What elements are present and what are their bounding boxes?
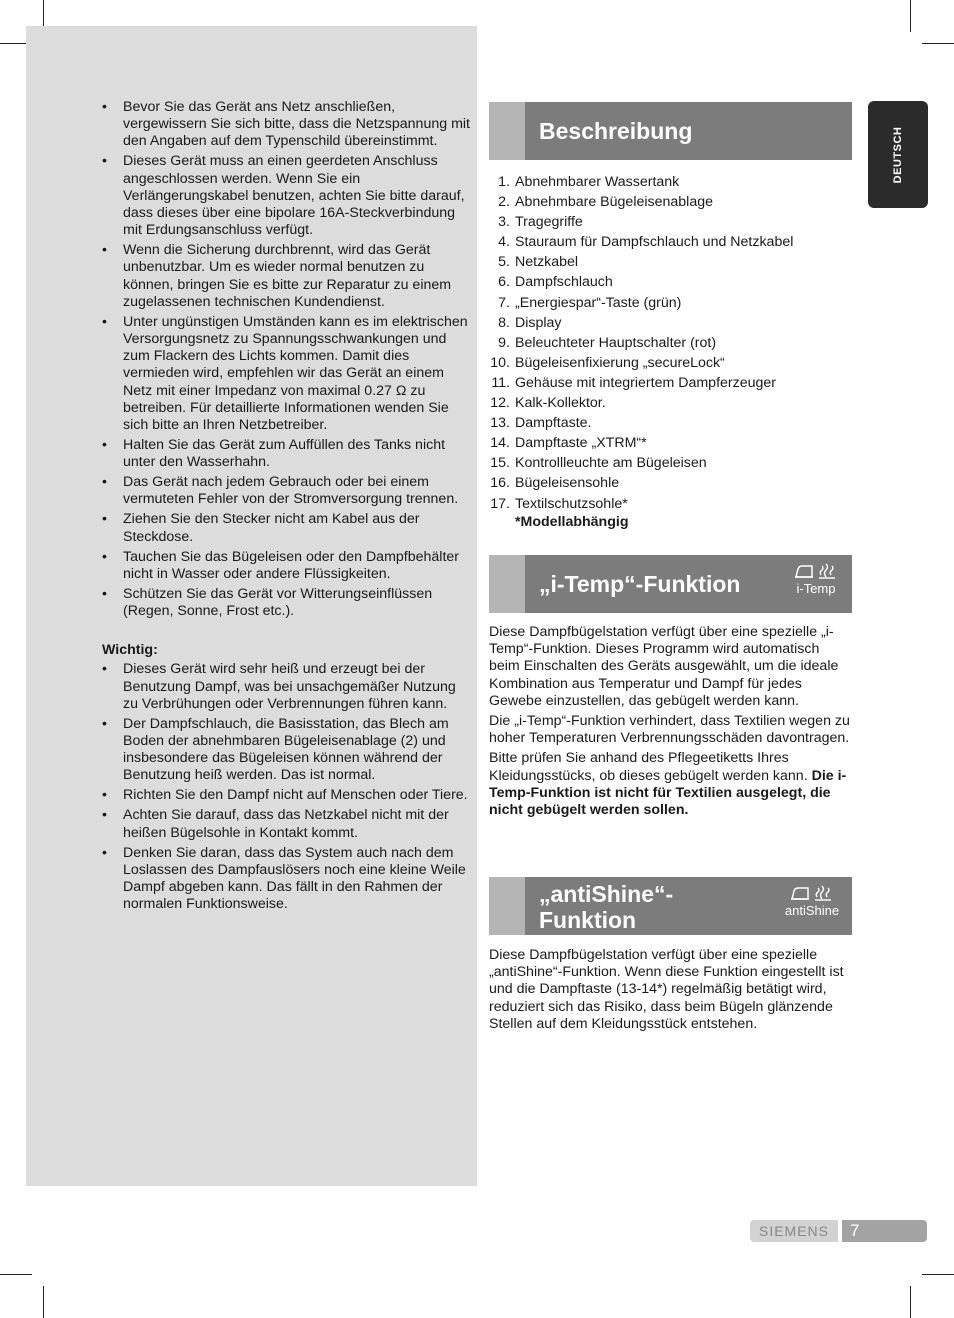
list-item: • Unter ungünstigen Umständen kann es im elektrischen Versorgungsnetz zu Spannungsschwankungen und zum Flackern des Lichts kommen. Damit dies vermieden wird, empfehlen wir das Gerät an einem Netz mit einer Impedanz von maximal 0.27 Ω zu betreiben. Für detaillierte Informationen wenden Sie sich bitte an Ihren Netzbetreiber. [102, 314, 470, 434]
list-item: 15. Kontrollleuchte am Bügeleisen [490, 455, 707, 472]
list-item: 4. Stauraum für Dampfschlauch und Netzkabel [498, 234, 794, 251]
language-label: DEUTSCH [892, 126, 904, 183]
safety-content [102, 99, 470, 916]
iron-steam-icon [786, 563, 846, 596]
list-item: • Denken Sie daran, dass das System auch nach dem Loslassen des Dampfauslösers noch eine kleine Weile Dampf abgeben kann. Das fällt in den Rahmen der normalen Funktionsweise. [102, 845, 470, 914]
list-item: • Dieses Gerät wird sehr heiß und erzeugt bei der Benutzung Dampf, was bei unsachgemäßer Nutzung zu Verbrühungen oder Verbrennungen führen kann. [102, 661, 470, 713]
crop-mark [922, 43, 954, 44]
section-title: „i-Temp“-Funktion [539, 571, 741, 597]
safety-list [102, 99, 470, 620]
brand-label: SIEMENS [750, 1220, 838, 1242]
list-item: • Achten Sie darauf, dass das Netzkabel nicht mit der heißen Bügelsohle in Kontakt kommt. [102, 807, 470, 841]
iron-steam-icon [793, 563, 839, 581]
list-item: • Richten Sie den Dampf nicht auf Menschen oder Tiere. [102, 787, 470, 804]
paragraph: Die „i-Temp“-Funktion verhindert, dass Textilien wegen zu hoher Temperaturen Verbrennungsschäden davontragen. [489, 713, 850, 747]
list-item: 1. Abnehmbarer Wassertank [498, 174, 680, 190]
crop-mark [910, 1286, 911, 1318]
list-item: 7. „Energiespar“-Taste (grün) [498, 294, 682, 311]
iron-steam-icon [789, 885, 835, 903]
antishine-header [489, 877, 852, 935]
list-item: 8. Display [498, 314, 562, 331]
list-item: 13. Dampftaste. [490, 415, 592, 432]
list-item: • Dieses Gerät muss an einen geerdeten Anschluss angeschlossen werden. Wenn Sie ein Verlängerungskabel benutzen, achten Sie bitte darauf, dass dieses über eine bipolare 16A-Steckverbindung mit Erdungsanschluss verfügt. [102, 153, 470, 239]
crop-mark [43, 1286, 44, 1318]
paragraph: Diese Dampfbügelstation verfügt über eine spezielle „i-Temp“-Funktion. Dieses Programm wird automatisch beim Einschalten des Geräts ausgewählt, um die ideale Kombination aus Temperatur und Dampf für jedes Gewebe einzustellen, das gebügelt werden kann. [489, 624, 839, 709]
list-item: 11. Gehäuse mit integriertem Dampferzeuger [491, 374, 777, 391]
list-item: • Wenn die Sicherung durchbrennt, wird das Gerät unbenutzbar. Um es wieder normal benutzen zu können, bringen Sie es bitte zur Reparatur zu einem zugelassenen technischen Kundendienst. [102, 242, 470, 311]
list-item: 12. Kalk-Kollektor. [490, 395, 606, 412]
list-item: • Schützen Sie das Gerät vor Witterungseinflüssen (Regen, Sonne, Frost etc.). [102, 586, 470, 620]
header-tab [489, 877, 525, 935]
header-tab [489, 555, 525, 613]
beschreibung-header [489, 102, 852, 160]
list-item: 3. Tragegriffe [498, 214, 583, 231]
list-item: • Halten Sie das Gerät zum Auffüllen des Tanks nicht unter den Wasserhahn. [102, 437, 470, 471]
list-item: 14. Dampftaste „XTRM“* [490, 435, 647, 452]
list-item: 6. Dampfschlauch [498, 274, 613, 291]
itemp-header [489, 555, 852, 613]
header-tab [489, 102, 525, 160]
paragraph: Bitte prüfen Sie anhand des Pflegeetiketts Ihres Kleidungsstücks, ob dieses gebügelt werden kann. Die i-Temp-Funktion ist nicht für Textilien ausgelegt, die nicht gebügelt werden sollen. [489, 750, 847, 819]
list-item: 10. Bügeleisenfixierung „secureLock“ [490, 354, 725, 371]
crop-mark [0, 1274, 32, 1275]
list-item: 16. Bügeleisensohle [490, 475, 620, 492]
list-item: • Ziehen Sie den Stecker nicht am Kabel aus der Steckdose. [102, 511, 470, 545]
section-title: Beschreibung [539, 118, 693, 144]
parts-list [489, 172, 849, 514]
icon-label: antiShine [784, 903, 840, 918]
iron-steam-icon [776, 885, 848, 918]
list-item: • Bevor Sie das Gerät ans Netz anschließen, vergewissern Sie sich bitte, dass die Netzspannung mit den Angaben auf dem Typenschild übereinstimmt. [102, 99, 470, 151]
crop-mark [910, 0, 911, 32]
antishine-text [489, 947, 851, 1036]
language-tab [868, 101, 928, 208]
list-item: • Tauchen Sie das Bügeleisen oder den Dampfbehälter nicht in Wasser oder andere Flüssigkeiten. [102, 549, 470, 583]
list-item: 2. Abnehmbare Bügeleisenablage [498, 194, 713, 211]
icon-label: i-Temp [796, 581, 836, 596]
section-title: „antiShine“- Funktion [539, 881, 674, 933]
model-note: *Modellabhängig [515, 514, 629, 530]
important-heading: Wichtig: [102, 642, 158, 659]
page-number: 7 [842, 1220, 927, 1242]
crop-mark [922, 1274, 954, 1275]
important-list [102, 661, 470, 913]
list-item: 5. Netzkabel [498, 254, 579, 271]
list-item: • Das Gerät nach jedem Gebrauch oder bei einem vermuteten Fehler von der Stromversorgung trennen. [102, 474, 470, 508]
list-item: 9. Beleuchteter Hauptschalter (rot) [498, 334, 717, 351]
list-item: 17. Textilschutzsohle* [490, 495, 628, 512]
paragraph: Diese Dampfbügelstation verfügt über eine spezielle „antiShine“-Funktion. Wenn diese Funktion eingestellt ist und die Dampftaste (13-14*) regelmäßig betätigt wird, reduziert sich das Risiko, dass beim Bügeln glänzende Stellen auf dem Kleidungsstück entstehen. [489, 947, 844, 1032]
itemp-text [489, 624, 851, 822]
list-item: • Der Dampfschlauch, die Basisstation, das Blech am Boden der abnehmbaren Bügeleisenablage (2) und insbesondere das Bügeleisen können während der Benutzung heiß werden. Das ist normal. [102, 716, 470, 785]
